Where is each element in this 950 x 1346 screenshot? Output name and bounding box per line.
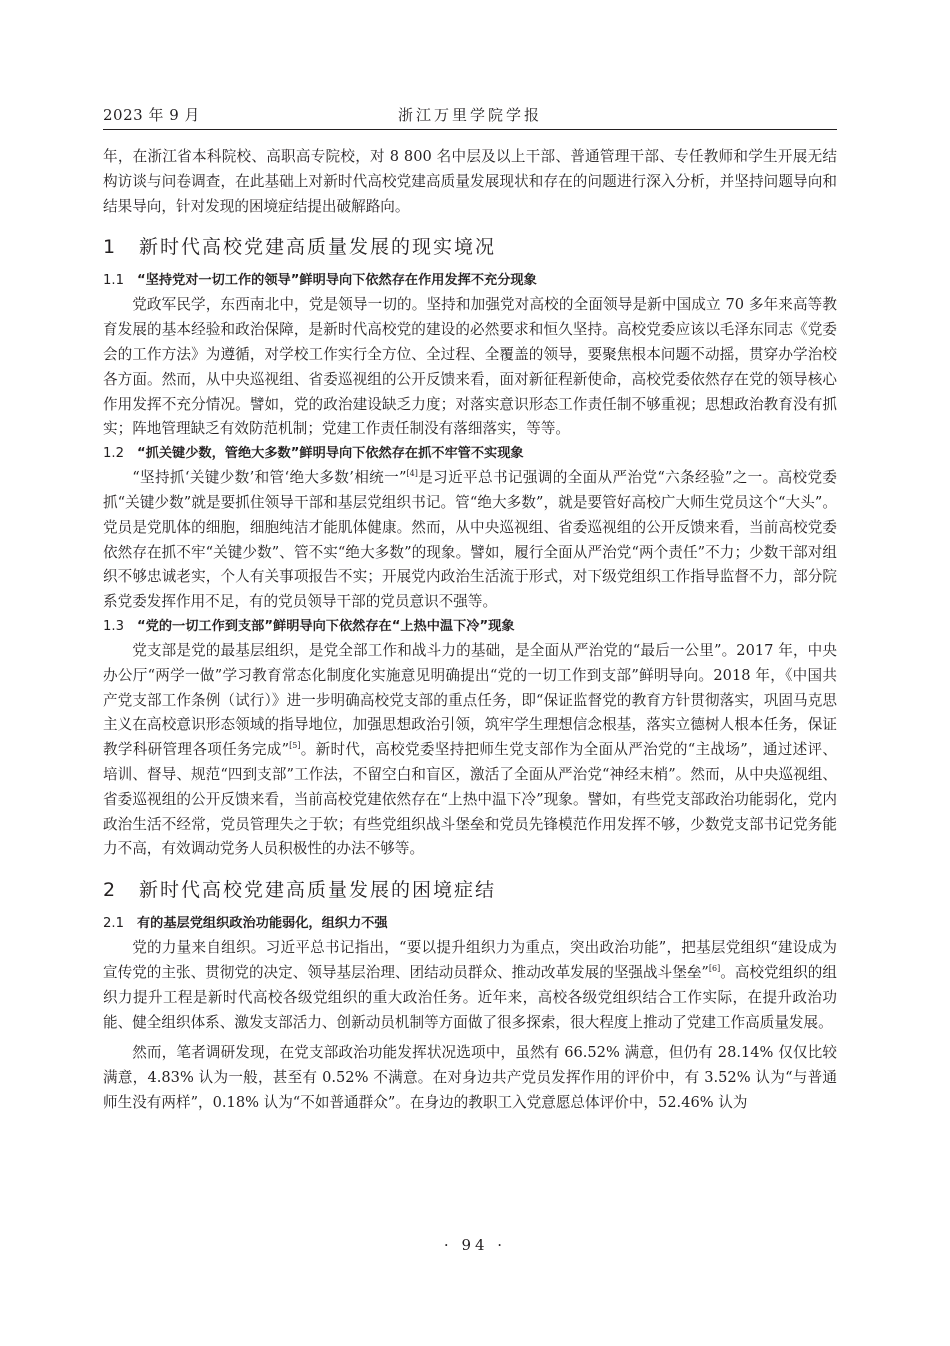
running-header — [103, 104, 837, 128]
paragraph-text: 党支部是党的最基层组织，是党全部工作和战斗力的基础，是全面从严治党的“最后一公里”。2017 年，中央办公厅“两学一做”学习教育常态化制度化实施意见明确提出“党的一切工作到支部”鲜明导向。2018 年，《中国共产党支部工作条例（试行）》进一步明确高校党支部的重点任务，即“保证监督党的教育方针贯彻落实，巩固马克思主义在高校意识形态领域的指导地位，加强思想政治引领，筑牢学生理想信念根基，落实立德树人根本任务，保证教学科研管理各项任务完成” — [103, 641, 837, 759]
page-number: · 94 · — [443, 1236, 507, 1254]
article-body — [103, 145, 837, 1116]
subsection-1-3-heading — [103, 615, 837, 639]
subsection-title: 有的基层党组织政治功能弱化，组织力不强 — [137, 916, 388, 932]
section-number: 2 — [103, 879, 118, 902]
journal-title: 浙江万里学院学报 — [397, 106, 542, 124]
header-rule — [103, 129, 837, 130]
section-1-heading — [103, 232, 837, 262]
subsection-number: 1.2 — [103, 446, 124, 462]
subsection-title: “党的一切工作到支部”鲜明导向下依然存在“上热中温下冷”现象 — [137, 618, 515, 634]
section-title: 新时代高校党建高质量发展的现实境况 — [139, 236, 497, 259]
section-number: 1 — [103, 236, 118, 259]
subsection-1-1-heading — [103, 269, 837, 293]
subsection-number: 2.1 — [103, 916, 124, 932]
paragraph: 然而，笔者调研发现，在党支部政治功能发挥状况选项中，虽然有 66.52% 满意，但仍有 28.14% 仅仅比较满意，4.83% 认为一般，甚至有 0.52% 不满意。在对身边共产党员发挥作用的评价中，有 3.52% 认为“与普通师生没有两样”，0.18% 认为“不如普通群众”。在身边的教职工入党意愿总体评价中，52.46% 认为 — [103, 1044, 837, 1111]
subsection-number: 1.3 — [103, 618, 124, 634]
paragraph — [103, 466, 837, 615]
subsection-1-2-heading — [103, 442, 837, 466]
intro-paragraph: 年，在浙江省本科院校、高职高专院校，对 8 800 名中层及以上干部、普通管理干部、专任教师和学生开展无结构访谈与问卷调查，在此基础上对新时代高校党建高质量发展现状和存在的问题进行深入分析，并坚持问题导向和结果导向，针对发现的困境症结提出破解路向。 — [103, 148, 837, 215]
subsection-2-1-heading — [103, 912, 837, 936]
paragraph-text: 。新时代，高校党委坚持把师生党支部作为全面从严治党的“主战场”，通过述评、培训、督导、规范“四到支部”工作法，不留空白和盲区，激活了全面从严治党“神经末梢”。然而，从中央巡视组、省委巡视组的公开反馈来看，当前高校党建依然存在“上热中温下冷”现象。譬如，有些党支部政治功能弱化，党内政治生活不经常，党员管理失之于软；有些党组织战斗堡垒和党员先锋模范作用发挥不够，少数党支部书记党务能力不高，有效调动党务人员积极性的办法不够等。 — [103, 741, 837, 858]
citation-ref: [4] — [406, 469, 418, 479]
paragraph — [103, 639, 837, 862]
paragraph: 党政军民学，东西南北中，党是领导一切的。坚持和加强党对高校的全面领导是新中国成立 70 多年来高等教育发展的基本经验和政治保障，是新时代高校党的建设的必然要求和恒久坚持。高校党委应该以毛泽东同志《党委会的工作方法》为遵循，对学校工作实行全方位、全过程、全覆盖的领导，要聚焦根本问题不动摇，贯穿办学治校各方面。然而，从中央巡视组、省委巡视组的公开反馈来看，面对新征程新使命，高校党委依然存在党的领导核心作用发挥不充分情况。譬如，党的政治建设缺乏力度；对落实意识形态工作责任制不够重视；思想政治教育没有抓实；阵地管理缺乏有效防范机制；党建工作责任制没有落细落实，等等。 — [103, 296, 837, 438]
paragraph-text: 党的力量来自组织。习近平总书记指出，“要以提升组织力为重点，突出政治功能”，把基层党组织“建设成为宣传党的主张、贯彻党的决定、领导基层治理、团结动员群众、推动改革发展的坚强战斗堡垒” — [103, 939, 837, 981]
section-title: 新时代高校党建高质量发展的困境症结 — [139, 879, 497, 902]
paragraph — [103, 936, 837, 1035]
citation-ref: [5] — [289, 741, 301, 751]
subsection-title: “抓关键少数，管绝大多数”鲜明导向下依然存在抓不牢管不实现象 — [137, 446, 524, 462]
paragraph-text: 。高校党组织的组织力提升工程是新时代高校各级党组织的重大政治任务。近年来，高校各级党组织结合工作实际，在提升政治功能、健全组织体系、激发支部活力、创新动员机制等方面做了很多探索，很大程度上推动了党建工作高质量发展。 — [103, 963, 837, 1031]
issue-date: 2023 年 9 月 — [103, 106, 201, 124]
section-2-heading — [103, 875, 837, 905]
citation-ref: [6] — [708, 964, 721, 974]
paragraph-text: 是习近平总书记强调的全面从严治党“六条经验”之一。高校党委抓“关键少数”就是要抓住领导干部和基层党组织书记。管“绝大多数”，就是要管好高校广大师生党员这个“大头”。党员是党肌体的细胞，细胞纯洁才能肌体健康。然而，从中央巡视组、省委巡视组的公开反馈来看，当前高校党委依然存在抓不牢“关键少数”、管不实“绝大多数”的现象。譬如，履行全面从严治党“两个责任”不力；少数干部对组织不够忠诚老实，个人有关事项报告不实；开展党内政治生活流于形式，对下级党组织工作指导监督不力，部分院系党委发挥作用不足，有的党员领导干部的党员意识不强等。 — [103, 469, 837, 611]
paragraph-text: “坚持抓‘关键少数’和管‘绝大多数’相统一” — [132, 469, 407, 487]
subsection-title: “坚持党对一切工作的领导”鲜明导向下依然存在作用发挥不充分现象 — [137, 273, 537, 289]
subsection-number: 1.1 — [103, 273, 124, 289]
